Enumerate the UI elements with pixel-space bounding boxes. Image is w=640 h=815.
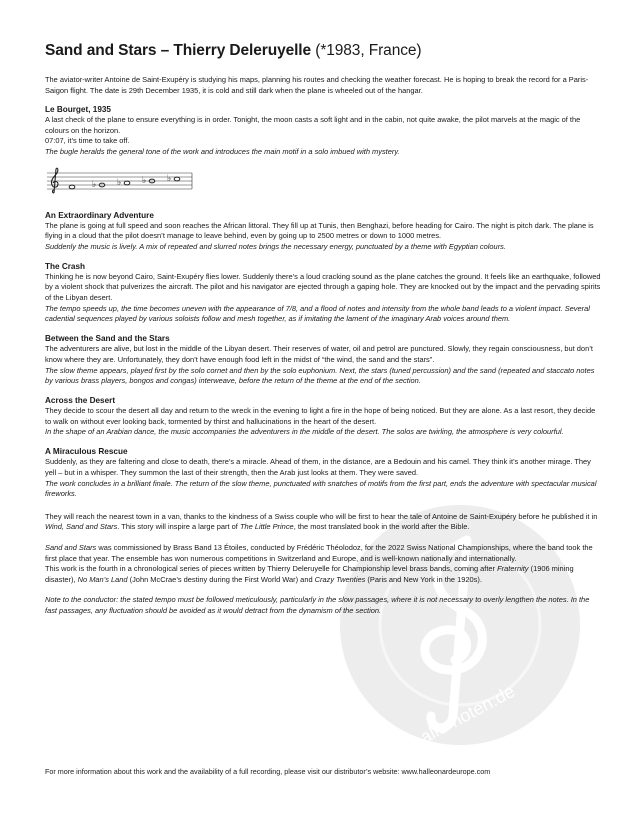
epilogue-text: . This story will inspire a large part of [117,522,240,532]
section-miraculous-rescue [45,446,601,499]
svg-text:♭: ♭ [117,177,122,188]
book-title-little-prince: The Little Prince [239,522,294,532]
section-sand-and-stars [45,333,601,386]
commission-text: was commissioned by Brass Band 13 Étoiles, conducted by Frédéric Théolodoz, for the 2022 Swiss National Championships, where the band took the first place that year. The ensemble has won numerous competitions in Switzerland and Europe, and is well-known nationally and internationally. [45,543,593,563]
book-title-wind-sand-stars: Wind, Sand and Stars [45,522,118,532]
series-paragraph [45,564,601,585]
commission-paragraph [45,543,601,564]
section-le-bourget [45,104,601,157]
work-title: Sand and Stars [45,543,97,553]
section-text: They decide to scour the desert all day and return to the wreck in the evening to light a fire in the hope of being noticed. But they are alone. As a last resort, they decide to walk on without ever looking back, tormented by thirst and hallucinations in the heart of the desert. [45,406,596,426]
epilogue-text: They will reach the nearest town in a van, thanks to the kindness of a Swiss couple who will be first to hear the tale of Antoine de Saint-Exupéry before he published it in [45,511,598,521]
section-the-crash [45,261,601,325]
work-title-crazy-twenties: Crazy Twenties [314,574,366,584]
article [45,42,601,617]
section-text: 07:07, it’s time to take off. [45,136,130,146]
epilogue-paragraph [45,512,601,533]
work-title-fraternity: Fraternity [497,564,529,574]
section-music-note: The bugle heralds the general tone of the work and introduces the main motif in a solo imbued with mystery. [45,146,400,156]
title-composer-info: (*1983, France) [311,42,422,59]
section-heading: The Crash [45,261,86,271]
page-title [45,42,601,60]
section-text: Suddenly, as they are faltering and close to death, there’s a miracle. Ahead of them, in the distance, are a Bedouin and his camel. They think it’s another mirage. They yell – but in a whisper. They summon the last of their strength, then the Arab just looks at them. They were saved. [45,457,591,478]
section-music-note: The work concludes in a brilliant finale. The return of the slow theme, punctuated with snatches of motifs from the first part, ends the adventure with spectacular musical fireworks. [45,478,597,499]
section-music-note: Suddenly the music is lively. A mix of repeated and slurred notes brings the necessary energy, punctuated by a theme with Egyptian colours. [45,241,506,251]
section-across-the-desert [45,395,601,438]
music-staff-excerpt [47,166,197,196]
section-heading: A Miraculous Rescue [45,447,128,457]
series-text: (Paris and New York in the 1920s). [365,574,482,584]
series-text: This work is the fourth in a chronological series of pieces written by Thierry Deleruyelle for Championship level brass bands, coming after [45,564,498,574]
svg-text:♭: ♭ [167,173,172,184]
series-text: (John McCrae’s destiny during the First World War) and [127,574,315,584]
svg-text:♭: ♭ [92,179,97,190]
section-music-note: The tempo speeds up, the time becomes uneven with the appearance of 7/8, and a flood of notes and intensity from the whole band leads to a violent impact. Several cadential sequences played by various soloists follow and mesh together, as if imitating the lament of the imaginary Arab voices around them. [45,303,590,324]
watermark-text: alle-noten.de [416,680,519,748]
footer-note: For more information about this work and the availability of a full recording, please visit our distributor’s website: www.halleonardeurope.com [45,767,491,776]
section-text: Thinking he is now beyond Cairo, Saint-Exupéry flies lower. Suddenly there’s a loud cracking sound as the plane catches the ground. It feels like an earthquake, followed by a violent shock that pulverizes the aircraft. The pilot and his navigator are ejected through a gaping hole. They are knocked out by the impact and the pervading spirits of the Libyan desert. [45,271,601,303]
title-main: Sand and Stars – Thierry Deleruyelle [45,42,312,59]
section-text: The adventurers are alive, but lost in the middle of the Libyan desert. Their reserves of water, oil and petrol are punctured. Slowly, they regain consciousness, but don’t know where they are. Unfortunately, they don’t have enough food left in the midst of “the wind, the sand and the stars”. [45,344,593,364]
svg-text:♭: ♭ [142,175,147,186]
series-text: (1906 mining disaster), [45,564,574,584]
section-heading: Between the Sand and the Stars [45,334,170,344]
work-title-no-mans-land: No Man’s Land [77,574,128,584]
section-music-note: In the shape of an Arabian dance, the music accompanies the adventurers in the middle of the desert. The solos are twirling, the atmosphere is very colourful. [45,427,564,437]
section-extraordinary-adventure [45,210,601,253]
section-music-note: The slow theme appears, played first by the solo cornet and then by the solo euphonium. Next, the stars (tuned percussion) and the sand (repeated and staccato notes by various brass players, bongos and congas) interweave, before the return of the theme at the end of the section. [45,365,595,386]
section-heading: Across the Desert [45,396,116,406]
section-text: A last check of the plane to ensure everything is in order. Tonight, the moon casts a soft light and in the cabin, not quite awake, the pilot marvels at the magic of the colours on the horizon. [45,115,581,135]
section-heading: An Extraordinary Adventure [45,210,154,220]
section-text: The plane is going at full speed and soon reaches the African littoral. They fill up at Tunis, then Benghazi, before heading for Cairo. The night is pitch dark. The plane is flying in a cloud that the pilot doesn’t manage to leave behind, even by going up to 2500 metres or down to 1000 metres. [45,220,594,241]
conductor-note: Note to the conductor: the stated tempo must be followed meticulously, particularly in the slow passages, where it is not necessary to overly lengthen the notes. In the fast passages, any fluctuation should be avoided as it would detract from the dynamism of the section. [45,595,590,615]
section-heading: Le Bourget, 1935 [45,105,111,115]
intro-paragraph: The aviator-writer Antoine de Saint-Exupéry is studying his maps, planning his routes and checking the weather forecast. He is hoping to break the record for a Paris-Saigon flight. The date is 29th December 1935, it is cold and still dark when the plane is wheeled out of the hangar. [45,75,589,95]
epilogue-text: , the most translated book in the world after the Bible. [293,522,470,532]
